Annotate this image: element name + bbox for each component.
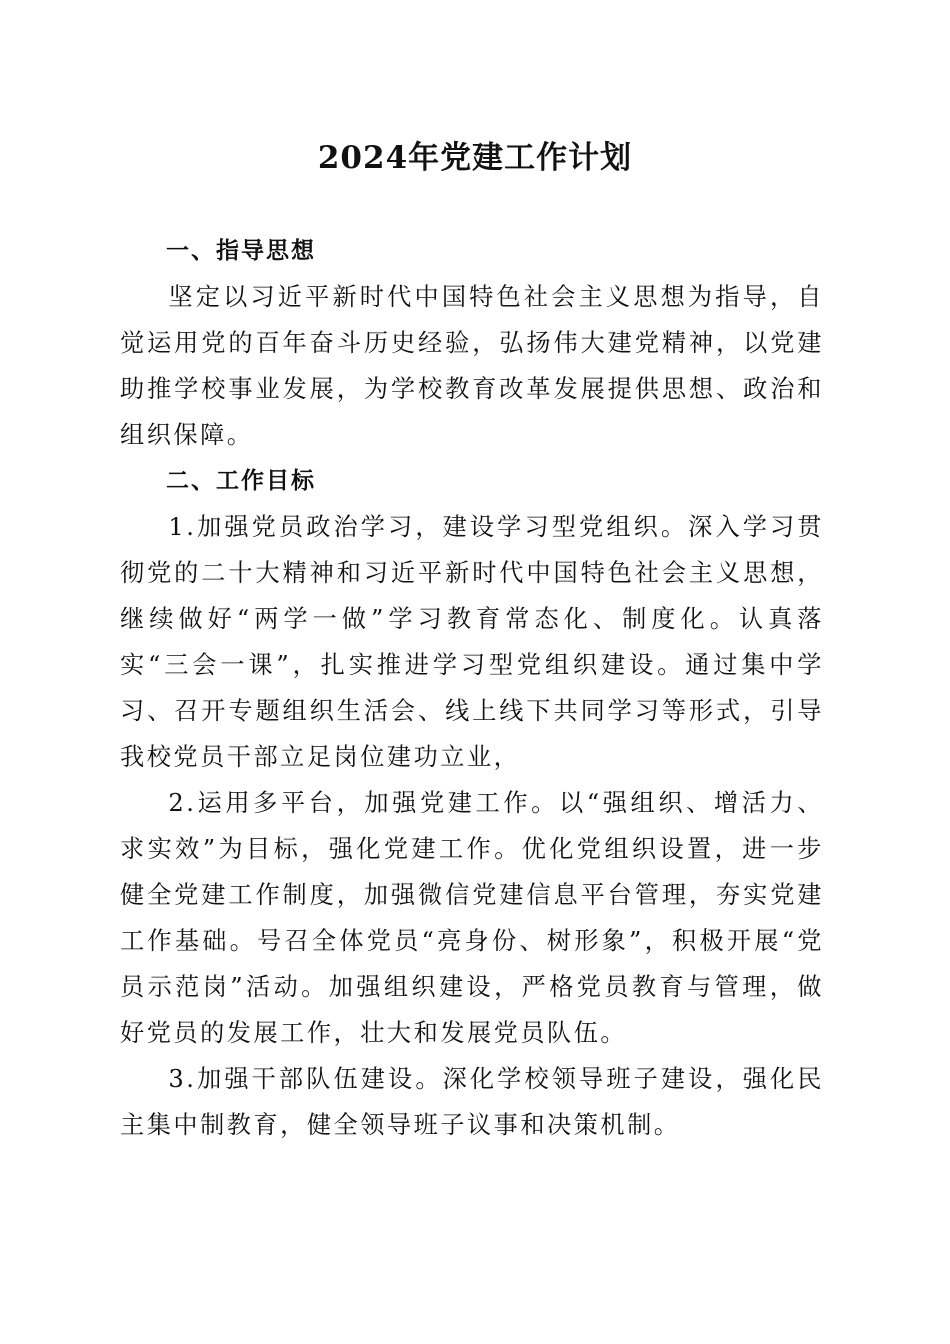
paragraph-guiding-ideology: 坚定以习近平新时代中国特色社会主义思想为指导，自觉运用党的百年奋斗历史经验，弘扬伟大建党精神，以党建助推学校事业发展，为学校教育改革发展提供思想、政治和组织保障。 [120,283,824,449]
document-title: 2024年党建工作计划 [317,140,633,176]
section-heading-guiding-ideology: 一、指导思想 [166,238,316,264]
paragraph-goal-1: 1.加强党员政治学习，建设学习型党组织。深入学习贯彻党的二十大精神和习近平新时代中国特色社会主义思想，继续做好“两学一做”学习教育常态化、制度化。认真落实“三会一课”，扎实推进学习型党组织建设。通过集中学习、召开专题组织生活会、线上线下共同学习等形式，引导我校党员干部立足岗位建功立业， [120,513,824,771]
section-heading-work-goals: 二、工作目标 [166,468,316,494]
document-body [120,228,824,1148]
paragraph-goal-3: 3.加强干部队伍建设。深化学校领导班子建设，强化民主集中制教育，健全领导班子议事和决策机制。 [120,1065,824,1139]
paragraph-goal-2: 2.运用多平台，加强党建工作。以“强组织、增活力、求实效”为目标，强化党建工作。优化党组织设置，进一步健全党建工作制度，加强微信党建信息平台管理，夯实党建工作基础。号召全体党员“亮身份、树形象”，积极开展“党员示范岗”活动。加强组织建设，严格党员教育与管理，做好党员的发展工作，壮大和发展党员队伍。 [120,789,824,1047]
